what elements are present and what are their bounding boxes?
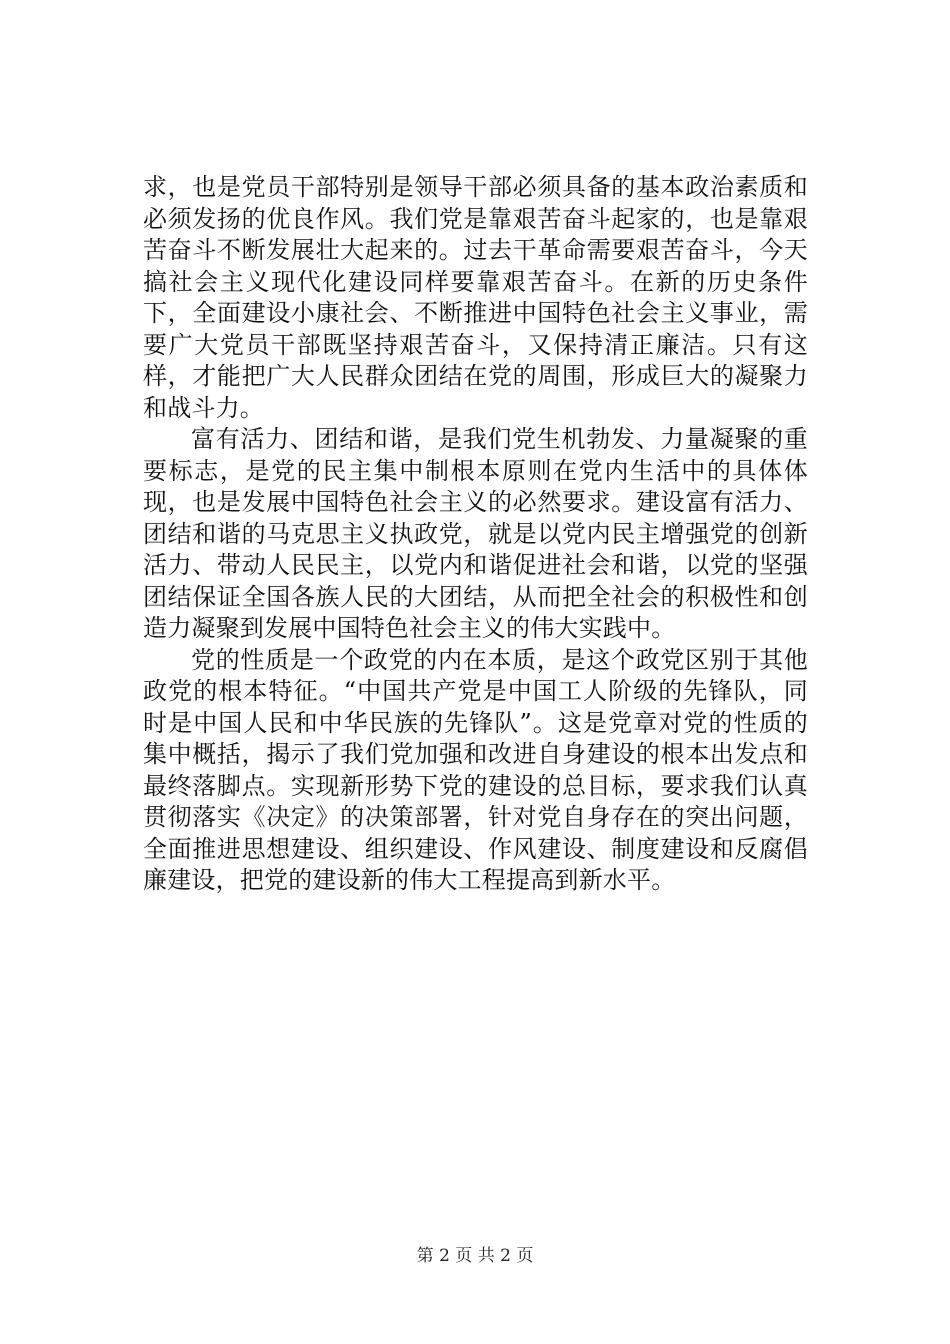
document-body [143,172,808,897]
paragraph-3: 党的性质是一个政党的内在本质，是这个政党区别于其他政党的根本特征。“中国共产党是中国工人阶级的先锋队，同时是中国人民和中华民族的先锋队”。这是党章对党的性质的集中概括，揭示了我们党加强和改进自身建设的根本出发点和最终落脚点。实现新形势下党的建设的总目标，要求我们认真贯彻落实《决定》的决策部署，针对党自身存在的突出问题，全面推进思想建设、组织建设、作风建设、制度建设和反腐倡廉建设，把党的建设新的伟大工程提高到新水平。 [143,645,808,894]
page-footer: 第 2 页 共 2 页 [416,1246,534,1266]
paragraph-1: 求，也是党员干部特别是领导干部必须具备的基本政治素质和必须发扬的优良作风。我们党是靠艰苦奋斗起家的，也是靠艰苦奋斗不断发展壮大起来的。过去干革命需要艰苦奋斗，今天搞社会主义现代化建设同样要靠艰苦奋斗。在新的历史条件下，全面建设小康社会、不断推进中国特色社会主义事业，需要广大党员干部既坚持艰苦奋斗，又保持清正廉洁。只有这样，才能把广大人民群众团结在党的周围，形成巨大的凝聚力和战斗力。 [143,173,808,422]
paragraph-2: 富有活力、团结和谐，是我们党生机勃发、力量凝聚的重要标志，是党的民主集中制根本原则在党内生活中的具体体现，也是发展中国特色社会主义的必然要求。建设富有活力、团结和谐的马克思主义执政党，就是以党内民主增强党的创新活力、带动人民民主，以党内和谐促进社会和谐，以党的坚强团结保证全国各族人民的大团结，从而把全社会的积极性和创造力凝聚到发展中国特色社会主义的伟大实践中。 [143,425,808,642]
